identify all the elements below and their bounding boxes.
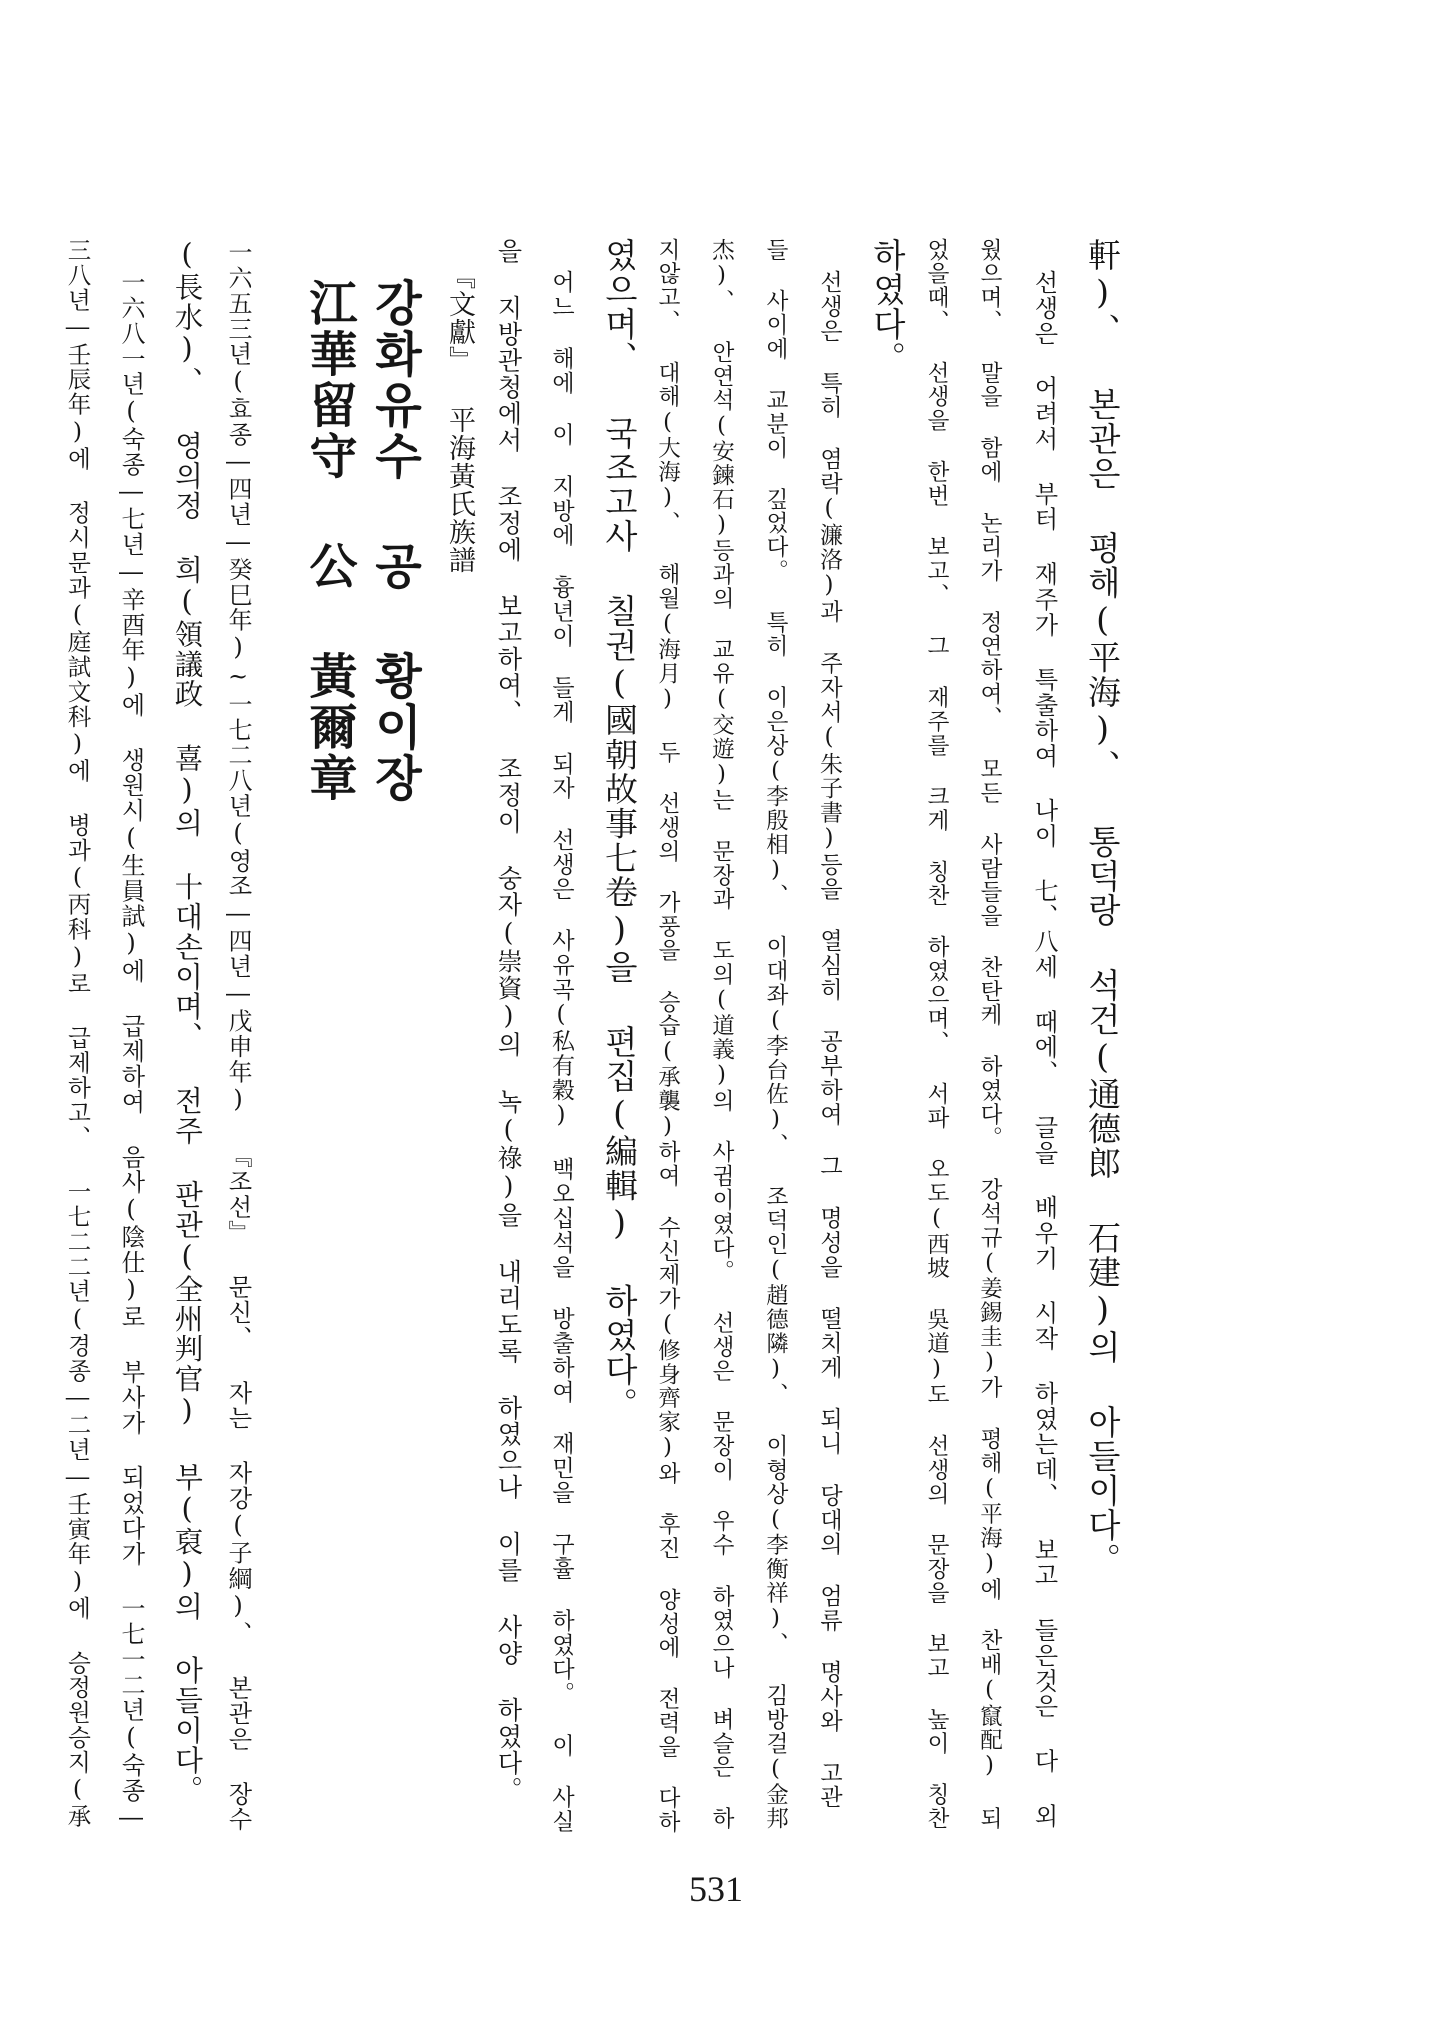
- text-line: (長水)、 영의정 희(領議政 喜)의 十대손이며、 전주 판관(全州判官) 부(裒)의 아들이다。: [170, 238, 204, 1805]
- text-line: 들 사이에 교분이 깊었다。 특히 이은상(李殷相)、 이대좌(李台佐)、 조덕인(趙德隣)、 이형상(李衡祥)、 김방걸(金邦: [762, 238, 789, 1831]
- text-line: 선생은 어려서 부터 재주가 특출하여 나이 七、八세 때에、 글을 배우기 시작 하였는데、 보고 들은것은 다 외: [1030, 270, 1058, 1829]
- text-line: 杰)、 안연석(安鍊石)등과의 교유(交遊)는 문장과 도의(道義)의 사귐이였다。 선생은 문장이 우수 하였으나 벼슬은 하: [708, 238, 735, 1831]
- text-line: 선생은 특히 염락(濂洛)과 주자서(朱子書)등을 열심히 공부하여 그 명성을 떨치게 되니 당대의 엄류 명사와 고관: [816, 270, 842, 1810]
- text-line: 三八년―壬辰年)에 정시문과(庭試文科)에 병과(丙科)로 급제하고、 一七二二년(경종―二년―壬寅年)에 승정원승지(承: [63, 238, 92, 1829]
- text-line: 一六八一년(숙종―七년―辛酉年)에 생원시(生員試)에 급제하여 음사(陰仕)로 부사가 되었다가 一七一二년(숙종―: [117, 270, 145, 1833]
- text-line: 을 지방관청에서 조정에 보고하여、 조정이 숭자(崇資)의 녹(祿)을 내리도록 하였으나 이를 사양 하였다。: [494, 238, 523, 1803]
- text-line: 지않고、 대해(大海)、 해월(海月) 두 선생의 가풍을 승습(承襲)하여 수신제가(修身齊家)와 후진 양성에 전력을 다하: [654, 238, 681, 1835]
- text-line: 어느 해에 이 지방에 흉년이 들게 되자 선생은 사유곡(私有穀) 백오십석을 방출하여 재민을 구휼 하였다。 이 사실: [548, 270, 574, 1834]
- text-line: 一六五三년(효종―四년―癸巳年)~一七二八년(영조―四년―戊申年) 『조선』 문신、 자는 자강(子綱)、 본관은 장수: [224, 240, 252, 1832]
- text-line: 웠으며、 말을 함에 논리가 정연하여、 모든 사람들을 찬탄케 하였다。 강석규(姜錫圭)가 평해(平海)에 찬배(竄配) 되: [976, 238, 1003, 1831]
- text-line: 었을때、 선생을 한번 보고、 그 재주를 크게 칭찬 하였으며、 서파 오도(西坡 吳道)도 선생의 문장을 보고 높이 칭찬: [923, 238, 950, 1831]
- section-title-hanja: 江華留守 公 黃爾章: [301, 278, 357, 804]
- page-number: 531: [689, 1869, 743, 1909]
- section-title-korean: 강화유수 공 황이장: [366, 278, 422, 804]
- text-line: 軒)、 본관은 평해(平海)、 통덕랑 석건(通德郎 石建)의 아들이다。: [1083, 238, 1122, 1577]
- text-line: 였으며、 국조고사 칠권(國朝故事七卷)을 편집(編輯) 하였다。: [600, 238, 639, 1422]
- text-line: 하였다。: [868, 238, 907, 376]
- source-citation: 『文獻』 平海黃氏族譜: [444, 262, 475, 574]
